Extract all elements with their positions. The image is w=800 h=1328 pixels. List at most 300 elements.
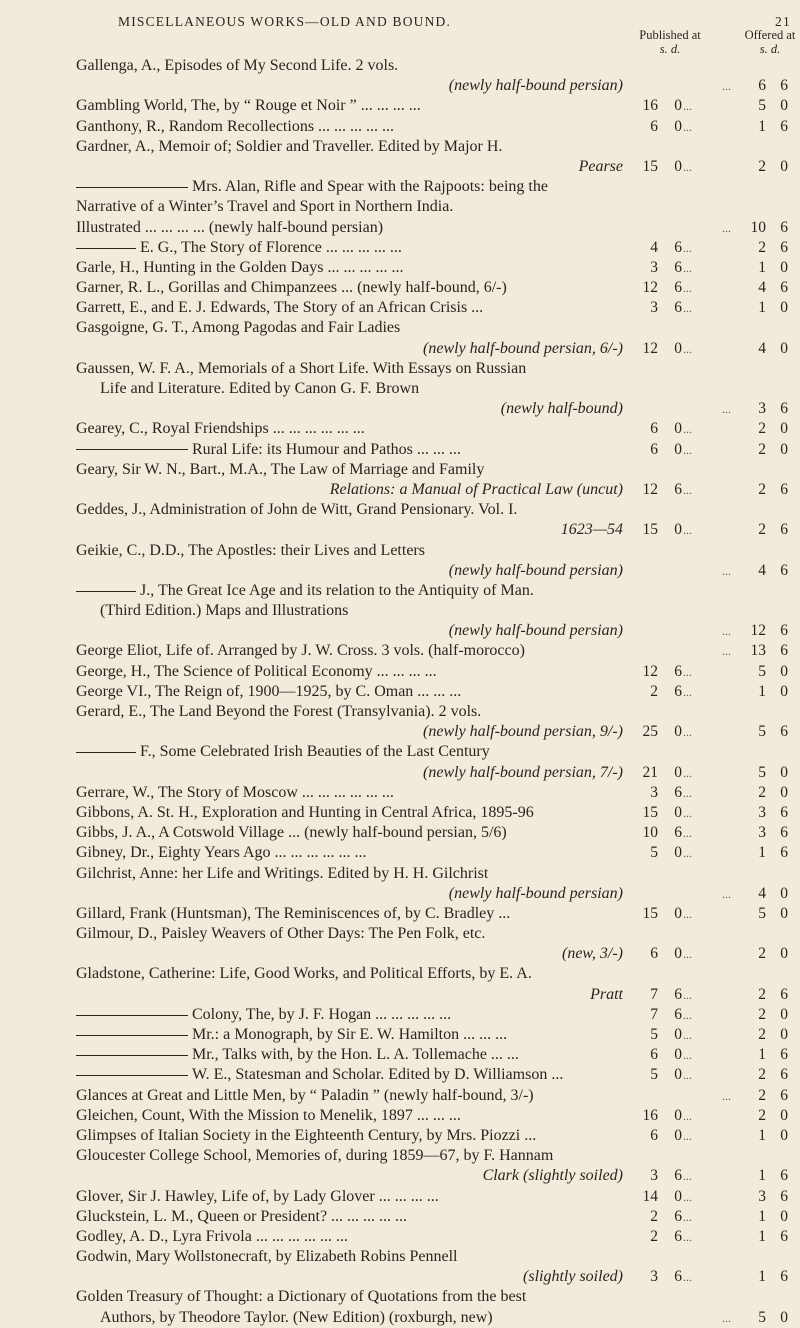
published-shillings: 3 bbox=[650, 783, 658, 801]
leader-dots: ... bbox=[683, 664, 692, 679]
offered-shillings: 1 bbox=[758, 1268, 766, 1286]
catalogue-entry bbox=[0, 56, 800, 76]
page-number: 21 bbox=[775, 14, 791, 29]
offered-pence: 0 bbox=[780, 1005, 788, 1023]
published-shillings: 3 bbox=[650, 299, 658, 317]
offered-shillings: 1 bbox=[758, 299, 766, 317]
leader-dots: ... bbox=[722, 402, 731, 417]
published-label: Published at bbox=[639, 28, 701, 42]
entry-text bbox=[76, 783, 631, 803]
entry-title: Gardner, A., Memoir of; Soldier and Traveller. Edited by Major H. bbox=[76, 137, 503, 155]
entry-title: Glances at Great and Little Men, by “ Paladin ” (newly half-bound, 3/-) bbox=[76, 1086, 534, 1104]
published-pence: 6 bbox=[674, 1167, 682, 1185]
offered-pence: 6 bbox=[780, 844, 788, 862]
published-pence: 6 bbox=[674, 682, 682, 700]
entry-text bbox=[76, 419, 631, 439]
entry-text bbox=[76, 1086, 631, 1106]
published-pence: 0 bbox=[674, 1106, 682, 1124]
leader-dots: ... bbox=[683, 119, 692, 134]
entry-text bbox=[76, 1187, 631, 1207]
catalogue-entry bbox=[0, 682, 800, 702]
catalogue-entry bbox=[0, 1045, 800, 1065]
offered-pence: 0 bbox=[780, 1126, 788, 1144]
entry-text bbox=[76, 763, 623, 783]
leader-dots: ... bbox=[683, 1028, 692, 1042]
published-sd-label: s. d. bbox=[659, 42, 681, 56]
entry-title: Garle, H., Hunting in the Golden Days ... ... ... ... ... bbox=[76, 258, 404, 276]
ditto-rule bbox=[76, 752, 136, 753]
entry-text bbox=[76, 318, 631, 338]
entry-title: Narrative of a Winter’s Travel and Sport in Northern India. bbox=[76, 198, 454, 216]
catalogue-entry bbox=[0, 419, 800, 439]
entry-text bbox=[76, 56, 631, 76]
published-shillings: 21 bbox=[642, 763, 658, 781]
catalogue-entry bbox=[0, 1247, 800, 1267]
catalogue-entry bbox=[0, 1207, 800, 1227]
offered-shillings: 2 bbox=[758, 238, 766, 256]
offered-shillings: 2 bbox=[758, 1005, 766, 1023]
entry-title: (newly half-bound) bbox=[500, 400, 623, 418]
leader-dots: ... bbox=[683, 1169, 692, 1184]
entry-text bbox=[76, 722, 623, 742]
entry-title: (newly half-bound persian) bbox=[448, 77, 623, 95]
entry-text bbox=[76, 1045, 631, 1065]
entry-text bbox=[76, 702, 631, 722]
published-pence: 6 bbox=[674, 783, 682, 801]
published-pence: 6 bbox=[674, 258, 682, 276]
catalogue-entry bbox=[0, 76, 800, 96]
entry-text bbox=[76, 460, 631, 480]
entry-text bbox=[100, 601, 655, 621]
entry-text bbox=[76, 520, 623, 540]
offered-pence: 0 bbox=[780, 299, 788, 317]
entry-title: Mrs. Alan, Rifle and Spear with the Rajpoots: being the bbox=[192, 178, 548, 196]
leader-dots: ... bbox=[683, 725, 692, 740]
published-pence: 0 bbox=[674, 1026, 682, 1043]
entry-title: Ganthony, R., Random Recollections ... ... ... ... ... bbox=[76, 117, 395, 135]
published-shillings: 3 bbox=[650, 1268, 658, 1286]
catalogue-entry bbox=[0, 137, 800, 157]
entry-title: (Third Edition.) Maps and Illustrations bbox=[100, 602, 349, 620]
entry-text bbox=[76, 964, 631, 984]
published-shillings: 7 bbox=[650, 1005, 658, 1023]
published-shillings: 2 bbox=[650, 1207, 658, 1225]
entry-text bbox=[76, 682, 631, 702]
catalogue-entry bbox=[0, 924, 800, 944]
entry-title: (new, 3/-) bbox=[561, 945, 623, 963]
catalogue-entry bbox=[0, 1187, 800, 1207]
published-pence: 0 bbox=[674, 1066, 682, 1084]
entry-title: F., Some Celebrated Irish Beauties of the Last Century bbox=[140, 743, 490, 761]
entry-text bbox=[76, 339, 623, 359]
published-shillings: 16 bbox=[642, 1106, 658, 1124]
catalogue-entry bbox=[0, 1308, 800, 1328]
entry-title: George Eliot, Life of. Arranged by J. W. Cross. 3 vols. (half-morocco) bbox=[76, 642, 525, 660]
entry-title: (slightly soiled) bbox=[523, 1268, 623, 1286]
offered-shillings: 1 bbox=[758, 1227, 766, 1245]
catalogue-entry bbox=[0, 1086, 800, 1106]
entry-text bbox=[76, 298, 631, 318]
leader-dots: ... bbox=[683, 1048, 692, 1063]
offered-pence: 6 bbox=[780, 1268, 788, 1286]
leader-dots: ... bbox=[683, 260, 692, 275]
entry-text bbox=[76, 197, 631, 217]
published-shillings: 12 bbox=[642, 662, 658, 680]
catalogue-entry bbox=[0, 904, 800, 924]
catalogue-entry bbox=[0, 399, 800, 419]
entry-text bbox=[76, 904, 631, 924]
entry-title: Clark (slightly soiled) bbox=[482, 1167, 623, 1185]
offered-pence: 0 bbox=[780, 884, 788, 902]
offered-pence: 6 bbox=[780, 1227, 788, 1245]
published-pence: 6 bbox=[674, 985, 682, 1003]
entry-text bbox=[76, 440, 631, 460]
published-shillings: 15 bbox=[642, 521, 658, 539]
leader-dots: ... bbox=[683, 805, 692, 820]
catalogue-entry bbox=[0, 641, 800, 661]
offered-pence: 6 bbox=[780, 723, 788, 741]
entry-title: Gaussen, W. F. A., Memorials of a Short Life. With Essays on Russian bbox=[76, 359, 527, 377]
offered-shillings: 1 bbox=[758, 844, 766, 862]
catalogue-entry bbox=[0, 197, 800, 217]
offered-shillings: 3 bbox=[758, 400, 766, 418]
entry-text bbox=[76, 480, 623, 500]
published-shillings: 5 bbox=[650, 844, 658, 862]
catalogue-entry bbox=[0, 1287, 800, 1307]
entry-text bbox=[76, 621, 623, 641]
leader-dots: ... bbox=[683, 987, 692, 1002]
catalogue-entry bbox=[0, 500, 800, 520]
entry-text bbox=[76, 359, 631, 379]
entry-text bbox=[76, 944, 623, 964]
offered-shillings: 2 bbox=[758, 985, 766, 1003]
catalogue-entry bbox=[0, 541, 800, 561]
offered-pence: 0 bbox=[780, 97, 788, 115]
offered-pence: 6 bbox=[780, 480, 788, 498]
catalogue-entry bbox=[0, 1005, 800, 1025]
published-shillings: 5 bbox=[650, 1066, 658, 1084]
entry-title: (newly half-bound persian, 9/-) bbox=[423, 723, 623, 741]
leader-dots: ... bbox=[683, 765, 692, 780]
published-pence: 6 bbox=[674, 1005, 682, 1023]
published-pence: 0 bbox=[674, 803, 682, 821]
offered-shillings: 2 bbox=[758, 1106, 766, 1124]
catalogue-entry bbox=[0, 96, 800, 116]
entry-text bbox=[76, 1287, 631, 1307]
catalogue-entry bbox=[0, 561, 800, 581]
offered-pence: 6 bbox=[780, 400, 788, 418]
offered-shillings: 12 bbox=[750, 622, 766, 640]
entry-text bbox=[76, 1207, 631, 1227]
published-pence: 0 bbox=[674, 1126, 682, 1144]
offered-shillings: 3 bbox=[758, 824, 766, 842]
entry-title: Relations: a Manual of Practical Law (uncut) bbox=[329, 480, 623, 498]
entry-text bbox=[76, 1247, 631, 1267]
entry-text bbox=[100, 379, 655, 399]
leader-dots: ... bbox=[722, 79, 731, 94]
leader-dots: ... bbox=[683, 1270, 692, 1285]
leader-dots: ... bbox=[683, 1128, 692, 1143]
entry-title: Gallenga, A., Episodes of My Second Life. 2 vols. bbox=[76, 57, 399, 74]
entry-title: Gleichen, Count, With the Mission to Menelik, 1897 ... ... ... bbox=[76, 1106, 461, 1124]
entry-text bbox=[76, 561, 623, 581]
published-pence: 6 bbox=[674, 662, 682, 680]
offered-shillings: 1 bbox=[758, 117, 766, 135]
catalogue-entry bbox=[0, 1065, 800, 1085]
entry-text bbox=[76, 500, 631, 520]
published-shillings: 6 bbox=[650, 1126, 658, 1144]
published-pence: 0 bbox=[674, 945, 682, 963]
leader-dots: ... bbox=[683, 301, 692, 316]
entry-title: Geikie, C., D.D., The Apostles: their Lives and Letters bbox=[76, 541, 425, 559]
published-pence: 0 bbox=[674, 1046, 682, 1064]
entry-text bbox=[76, 137, 631, 157]
published-pence: 0 bbox=[674, 440, 682, 458]
leader-dots: ... bbox=[683, 482, 692, 497]
entry-title: 1623—54 bbox=[560, 521, 623, 539]
page-title: MISCELLANEOUS WORKS—OLD AND BOUND. bbox=[118, 14, 452, 29]
offered-pence: 0 bbox=[780, 1308, 788, 1326]
entry-title: Golden Treasury of Thought: a Dictionary of Quotations from the best bbox=[76, 1288, 527, 1306]
entry-text bbox=[76, 157, 623, 177]
entry-title: Gearey, C., Royal Friendships ... ... ... ... ... ... bbox=[76, 420, 365, 438]
published-shillings: 15 bbox=[642, 157, 658, 175]
offered-pence: 6 bbox=[780, 1187, 788, 1205]
entry-text bbox=[76, 1106, 631, 1126]
offered-shillings: 2 bbox=[758, 783, 766, 801]
leader-dots: ... bbox=[722, 886, 731, 901]
catalogue-entry bbox=[0, 621, 800, 641]
published-shillings: 4 bbox=[650, 238, 658, 256]
published-shillings: 25 bbox=[642, 723, 658, 741]
published-shillings: 3 bbox=[650, 258, 658, 276]
catalogue-entry bbox=[0, 258, 800, 278]
entry-title: J., The Great Ice Age and its relation to the Antiquity of Man. bbox=[140, 581, 534, 599]
entry-title: E. G., The Story of Florence ... ... ... ... ... bbox=[140, 238, 402, 256]
entry-text bbox=[76, 76, 623, 96]
catalogue-entry bbox=[0, 460, 800, 480]
published-pence: 0 bbox=[674, 763, 682, 781]
leader-dots: ... bbox=[683, 1068, 692, 1083]
offered-shillings: 1 bbox=[758, 1167, 766, 1185]
offered-pence: 6 bbox=[780, 521, 788, 539]
offered-pence: 6 bbox=[780, 117, 788, 135]
published-pence: 0 bbox=[674, 157, 682, 175]
leader-dots: ... bbox=[683, 523, 692, 538]
entry-title: Gibbs, J. A., A Cotswold Village ... (newly half-bound persian, 5/6) bbox=[76, 824, 507, 842]
entry-text bbox=[76, 1065, 631, 1085]
leader-dots: ... bbox=[683, 906, 692, 921]
entry-title: Gibney, Dr., Eighty Years Ago ... ... ... ... ... ... bbox=[76, 844, 367, 862]
catalogue-entry bbox=[0, 884, 800, 904]
offered-shillings: 5 bbox=[758, 904, 766, 922]
offered-shillings: 2 bbox=[758, 440, 766, 458]
catalogue-entry bbox=[0, 177, 800, 197]
catalogue-entry bbox=[0, 117, 800, 137]
catalogue-entry bbox=[0, 783, 800, 803]
leader-dots: ... bbox=[683, 442, 692, 457]
published-pence: 6 bbox=[674, 1268, 682, 1286]
entry-title: Gladstone, Catherine: Life, Good Works, and Political Efforts, by E. A. bbox=[76, 965, 532, 983]
catalogue-entry bbox=[0, 601, 800, 621]
leader-dots: ... bbox=[683, 422, 692, 437]
catalogue-entry bbox=[0, 298, 800, 318]
entry-text bbox=[76, 1267, 623, 1287]
ditto-rule bbox=[76, 1055, 188, 1056]
leader-dots: ... bbox=[683, 785, 692, 800]
entry-title: Geddes, J., Administration of John de Witt, Grand Pensionary. Vol. I. bbox=[76, 501, 518, 519]
offered-pence: 0 bbox=[780, 339, 788, 357]
ditto-rule bbox=[76, 187, 188, 188]
entry-text bbox=[76, 541, 631, 561]
entry-title: W. E., Statesman and Scholar. Edited by D. Williamson ... bbox=[192, 1066, 564, 1084]
offered-shillings: 3 bbox=[758, 1187, 766, 1205]
published-pence: 0 bbox=[674, 904, 682, 922]
leader-dots: ... bbox=[683, 1007, 692, 1022]
catalogue-entry bbox=[0, 944, 800, 964]
published-pence: 6 bbox=[674, 1227, 682, 1245]
offered-pence: 0 bbox=[780, 904, 788, 922]
offered-shillings: 6 bbox=[758, 77, 766, 95]
published-shillings: 2 bbox=[650, 1227, 658, 1245]
offered-shillings: 5 bbox=[758, 662, 766, 680]
entry-text bbox=[76, 823, 631, 843]
published-shillings: 12 bbox=[642, 339, 658, 357]
published-pence: 0 bbox=[674, 339, 682, 357]
published-pence: 6 bbox=[674, 238, 682, 256]
leader-dots: ... bbox=[683, 947, 692, 962]
entry-text bbox=[76, 1166, 623, 1186]
published-shillings: 12 bbox=[642, 480, 658, 498]
published-shillings: 6 bbox=[650, 1046, 658, 1064]
published-shillings: 6 bbox=[650, 420, 658, 438]
entry-text bbox=[76, 177, 631, 197]
published-pence: 0 bbox=[674, 1187, 682, 1205]
offered-pence: 6 bbox=[780, 1046, 788, 1064]
catalogue-entry bbox=[0, 985, 800, 1005]
entry-title: Mr., Talks with, by the Hon. L. A. Tollemache ... ... bbox=[192, 1046, 519, 1064]
catalogue-entry bbox=[0, 1227, 800, 1247]
catalogue-entry bbox=[0, 1106, 800, 1126]
entry-title: Life and Literature. Edited by Canon G. F. Brown bbox=[100, 380, 420, 397]
leader-dots: ... bbox=[683, 159, 692, 174]
entry-text bbox=[76, 742, 631, 762]
published-pence: 0 bbox=[674, 117, 682, 135]
entry-title: Glimpses of Italian Society in the Eighteenth Century, by Mrs. Piozzi ... bbox=[76, 1126, 537, 1144]
offered-shillings: 2 bbox=[758, 1026, 766, 1043]
leader-dots: ... bbox=[722, 644, 731, 659]
catalogue-entry bbox=[0, 157, 800, 177]
catalogue-entry bbox=[0, 763, 800, 783]
catalogue-entry bbox=[0, 278, 800, 298]
ditto-rule bbox=[76, 449, 188, 450]
catalogue-entry bbox=[0, 1166, 800, 1186]
catalogue-entry bbox=[0, 662, 800, 682]
catalogue-entry bbox=[0, 359, 800, 379]
published-pence: 6 bbox=[674, 299, 682, 317]
entry-text bbox=[76, 884, 623, 904]
offered-pence: 0 bbox=[780, 157, 788, 175]
leader-dots: ... bbox=[683, 1209, 692, 1224]
entry-title: Godwin, Mary Wollstonecraft, by Elizabeth Robins Pennell bbox=[76, 1248, 458, 1266]
published-shillings: 6 bbox=[650, 440, 658, 458]
entry-title: Gambling World, The, by “ Rouge et Noir ” ... ... ... ... bbox=[76, 97, 421, 115]
entry-text bbox=[76, 641, 631, 661]
entry-title: George, H., The Science of Political Economy ... ... ... ... bbox=[76, 662, 437, 680]
offered-shillings: 2 bbox=[758, 945, 766, 963]
leader-dots: ... bbox=[683, 826, 692, 841]
published-shillings: 3 bbox=[650, 1167, 658, 1185]
entry-text bbox=[76, 399, 623, 419]
leader-dots: ... bbox=[722, 1310, 731, 1325]
entry-text bbox=[76, 1146, 631, 1166]
offered-shillings: 5 bbox=[758, 1308, 766, 1326]
catalogue-entry bbox=[0, 218, 800, 238]
catalogue-entry bbox=[0, 722, 800, 742]
catalogue-entry bbox=[0, 379, 800, 399]
published-pence: 0 bbox=[674, 420, 682, 438]
published-pence: 6 bbox=[674, 279, 682, 297]
published-shillings: 15 bbox=[642, 904, 658, 922]
entry-title: Authors, by Theodore Taylor. (New Edition) (roxburgh, new) bbox=[100, 1308, 493, 1326]
entry-title: Colony, The, by J. F. Hogan ... ... ... ... ... bbox=[192, 1005, 452, 1023]
catalogue-entry bbox=[0, 581, 800, 601]
offered-shillings: 4 bbox=[758, 884, 766, 902]
catalogue-entry bbox=[0, 480, 800, 500]
entry-text bbox=[76, 218, 631, 238]
catalogue-entry bbox=[0, 742, 800, 762]
offered-shillings: 2 bbox=[758, 480, 766, 498]
entry-text bbox=[76, 258, 631, 278]
entry-text bbox=[76, 1227, 631, 1247]
entry-text bbox=[76, 1005, 631, 1025]
published-shillings: 15 bbox=[642, 803, 658, 821]
offered-pence: 6 bbox=[780, 77, 788, 95]
offered-pence: 0 bbox=[780, 783, 788, 801]
published-column-header bbox=[630, 28, 710, 58]
leader-dots: ... bbox=[722, 624, 731, 639]
offered-shillings: 2 bbox=[758, 157, 766, 175]
published-shillings: 10 bbox=[642, 824, 658, 842]
ditto-rule bbox=[76, 1035, 188, 1036]
entry-text bbox=[76, 117, 631, 137]
published-pence: 6 bbox=[674, 824, 682, 842]
entry-title: (newly half-bound persian, 7/-) bbox=[423, 763, 623, 781]
entry-text bbox=[76, 924, 631, 944]
offered-shillings: 13 bbox=[750, 642, 766, 660]
catalogue-entry bbox=[0, 238, 800, 258]
offered-pence: 6 bbox=[780, 279, 788, 297]
offered-shillings: 2 bbox=[758, 420, 766, 438]
catalogue-entry bbox=[0, 702, 800, 722]
leader-dots: ... bbox=[683, 846, 692, 861]
catalogue-entry bbox=[0, 1126, 800, 1146]
offered-shillings: 5 bbox=[758, 723, 766, 741]
leader-dots: ... bbox=[683, 1189, 692, 1204]
catalogue-entry bbox=[0, 339, 800, 359]
published-shillings: 6 bbox=[650, 117, 658, 135]
published-shillings: 2 bbox=[650, 682, 658, 700]
entry-text bbox=[76, 985, 623, 1005]
entry-title: Pearse bbox=[578, 157, 623, 175]
entry-title: (newly half-bound persian) bbox=[448, 884, 623, 902]
offered-pence: 0 bbox=[780, 440, 788, 458]
offered-pence: 6 bbox=[780, 985, 788, 1003]
entry-text bbox=[76, 96, 631, 116]
entry-text bbox=[76, 581, 631, 601]
entry-title: Glover, Sir J. Hawley, Life of, by Lady Glover ... ... ... ... bbox=[76, 1187, 439, 1205]
offered-shillings: 1 bbox=[758, 258, 766, 276]
